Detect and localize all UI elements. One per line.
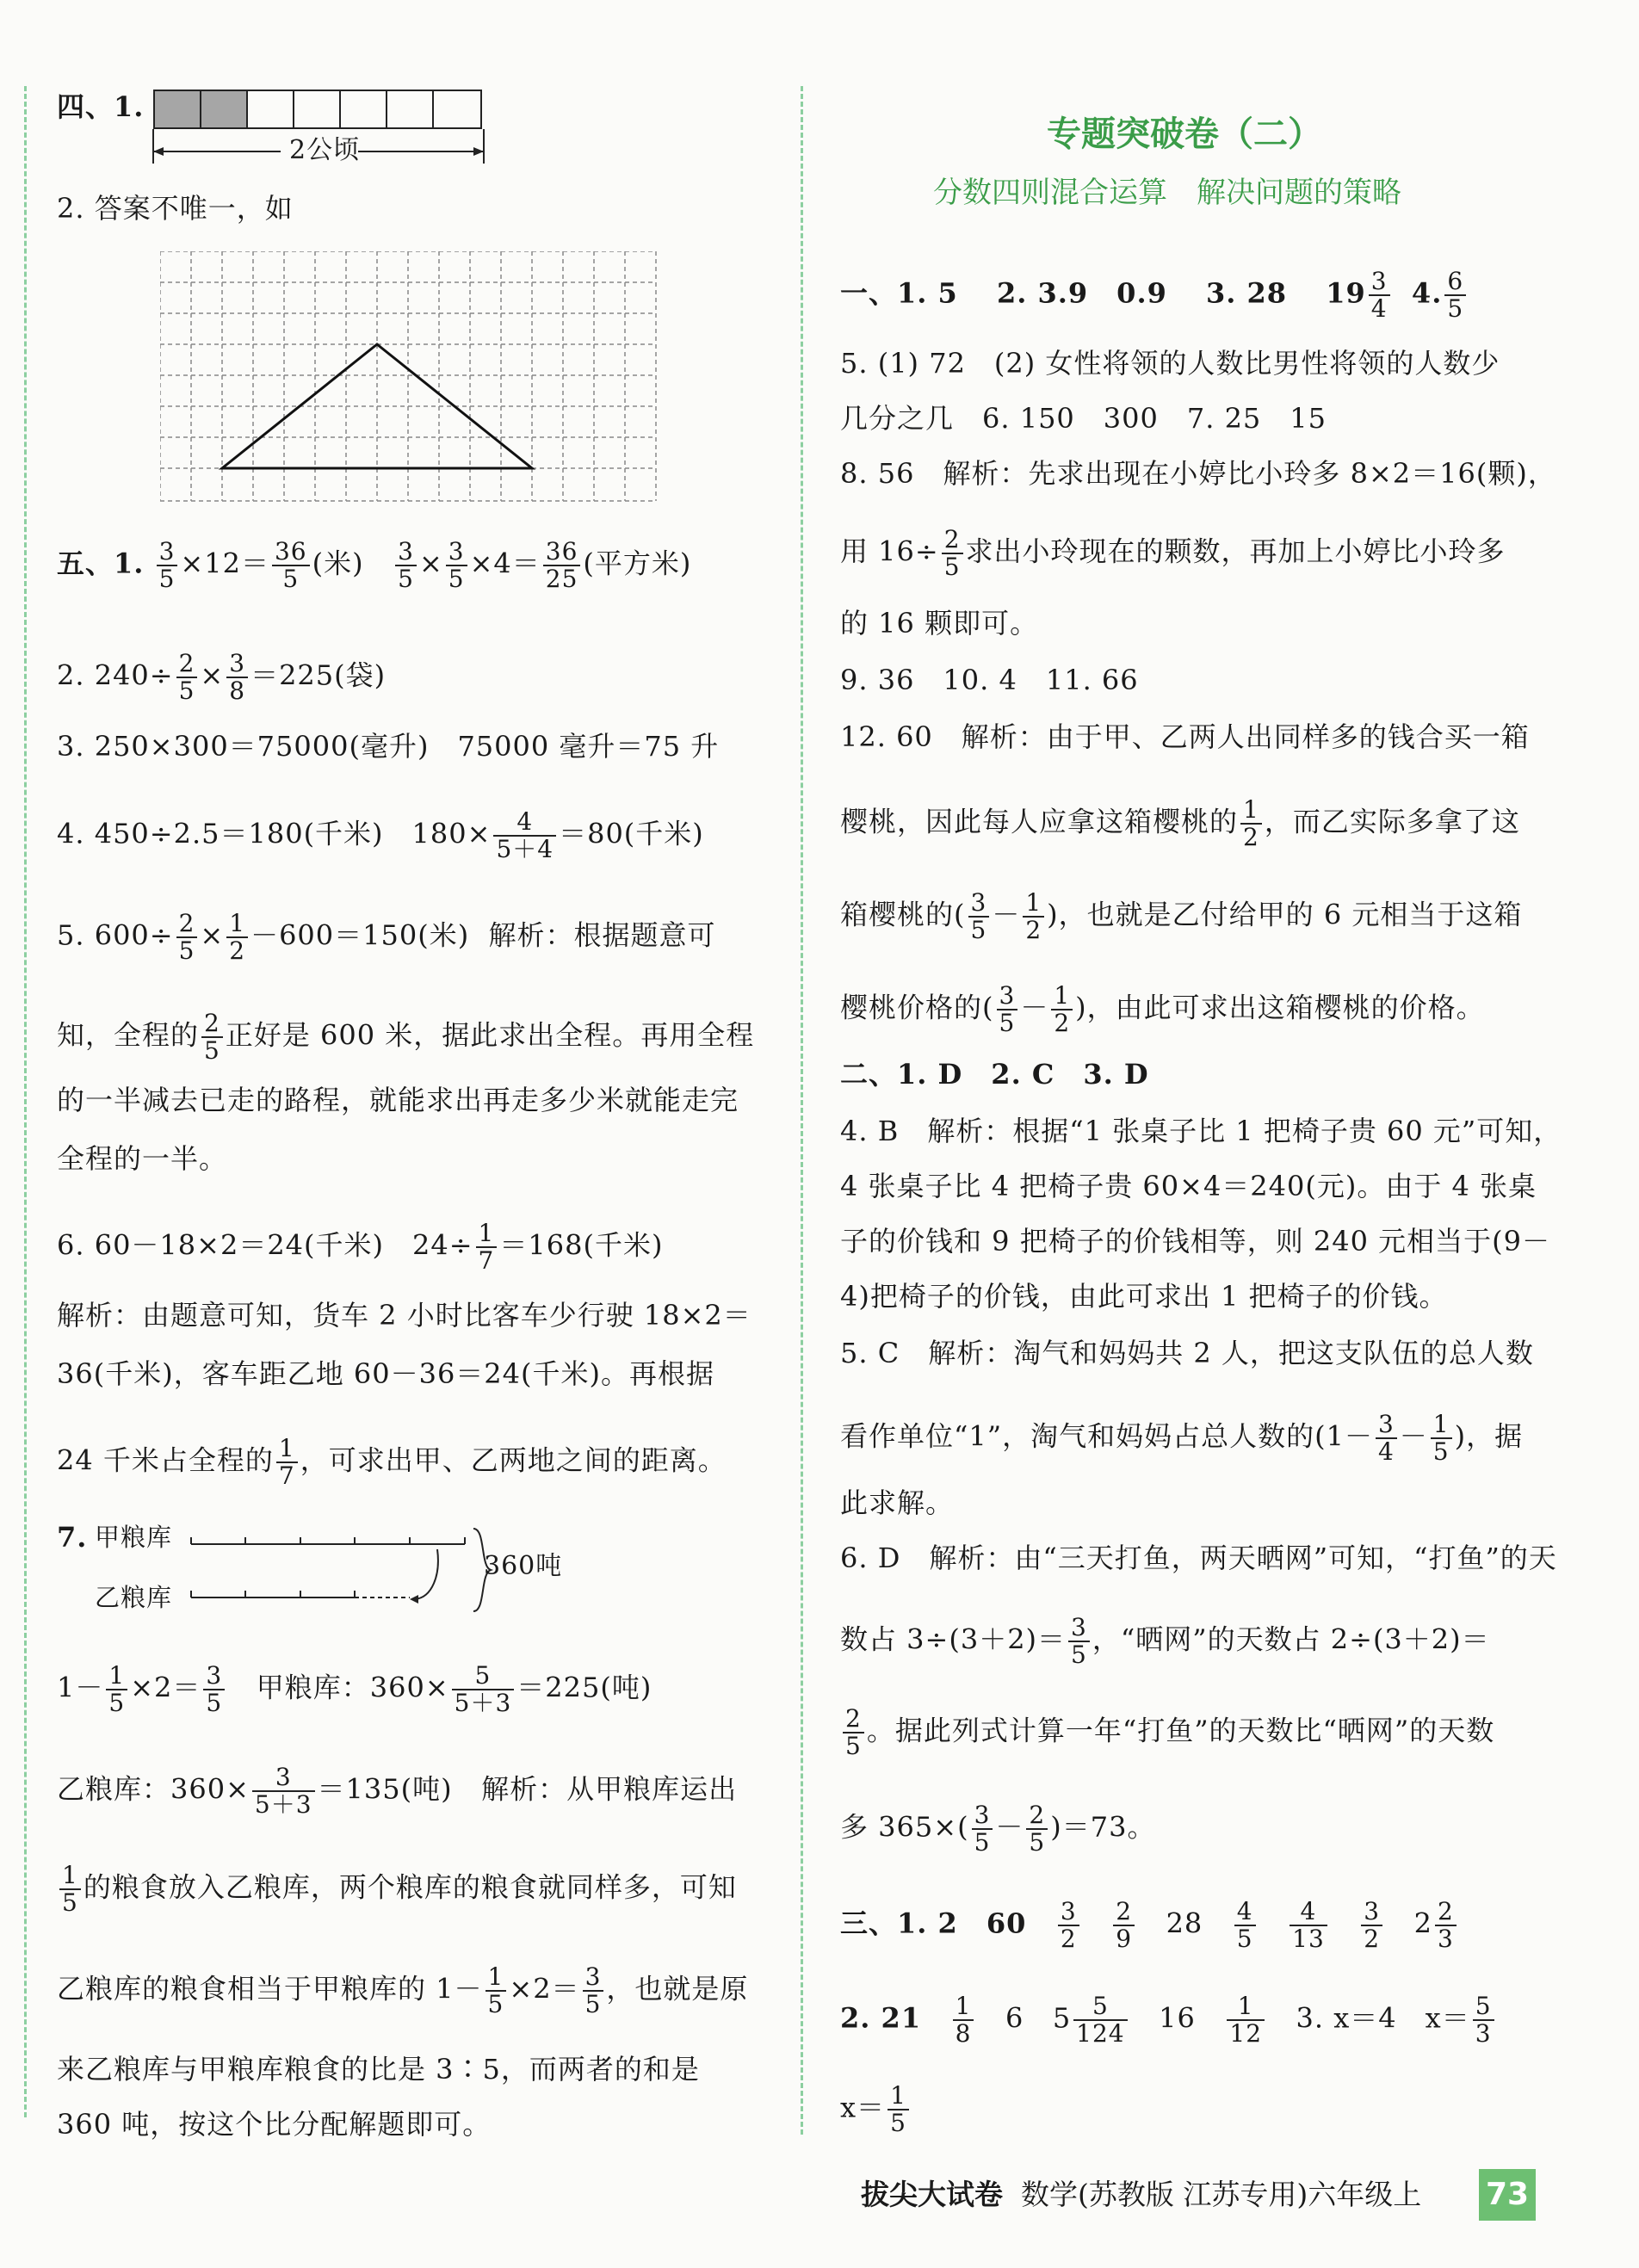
s1-l10a: 箱樱桃的 (840, 898, 955, 931)
s5-q7-label: 7. (57, 1521, 88, 1554)
s5-q7-l1a: 1－ (57, 1671, 104, 1704)
granary-diagram (182, 1523, 527, 1618)
s5-q5-b: －600＝150(米) (250, 918, 470, 952)
binding-line (24, 86, 27, 2117)
s5-q6: 6. 60－18×2＝24(千米) 24÷ (57, 1228, 473, 1262)
s3-l3: x＝ (840, 2091, 886, 2124)
s5-q2: 2. 240÷ (57, 658, 174, 692)
s1-l11a: 樱桃价格的 (840, 991, 983, 1024)
s5-q6-l4a: 24 千米占全程的 (57, 1443, 274, 1477)
s5-q7-l4c: ，也就是原 (606, 1972, 749, 2005)
dimension-label: 2公顷 (289, 135, 361, 165)
s1-l1: 一、1. 5 2. 3.9 0.9 3. 28 19 (840, 276, 1366, 310)
s5-q7-l1b: ×2＝ (130, 1671, 201, 1704)
s5-q5-l2a: 知，全程的 (57, 1018, 200, 1052)
s1-l7: 9. 36 10. 4 11. 66 (840, 664, 1139, 696)
s5-q4: 4. 450÷2.5＝180(千米) 180× (57, 817, 492, 850)
page-title: 专题突破卷（二） (1047, 114, 1322, 154)
s5-q7-l1c: 甲粮库：360× (256, 1671, 449, 1704)
s5-q1-b-unit: (平方米) (583, 547, 692, 580)
s2-l3: 4 张桌子比 4 把椅子贵 60×4＝240(元)。由于 4 张桌 (840, 1170, 1537, 1202)
grid-triangle-figure (160, 251, 658, 503)
s5-q5-l2b: 正好是 600 米，据此求出全程。再用全程 (225, 1018, 755, 1052)
s3-l2b: 3. x＝4 x＝ (1296, 2001, 1470, 2035)
s1-l9a: 樱桃，因此每人应拿这箱樱桃的 (840, 805, 1239, 838)
s1-l1b: 4. (1411, 276, 1443, 310)
s1-l11b: ，由此可求出这箱樱桃的价格。 (1086, 991, 1485, 1024)
s5-q7-l5: 来乙粮库与甲粮库粮食的比是 3∶5，而两者的和是 (57, 2053, 700, 2086)
s1-l2: 5. (1) 72 (2) 女性将领的人数比男性将领的人数少 (840, 347, 1500, 380)
s5-q6-unit: ＝168(千米) (499, 1228, 664, 1262)
s2-l8: 此求解。 (840, 1486, 955, 1519)
s5-q5-l3: 的一半减去已走的路程，就能求出再走多少米就能走完 (57, 1084, 739, 1116)
s2-l6: 5. C 解析：淘气和妈妈共 2 人，把这支队伍的总人数 (840, 1337, 1534, 1369)
s2-l10b: ，“晒网”的天数占 2÷(3＋2)＝ (1092, 1622, 1490, 1656)
footer-brand: 拔尖大试卷 (861, 2178, 1003, 2211)
s5-q7-l1d: ＝225(吨) (516, 1671, 653, 1704)
s5-q4-unit: ＝80(千米) (559, 817, 704, 850)
s5-q7-l4a: 乙粮库的粮食相当于甲粮库的 1－ (57, 1972, 483, 2005)
s2-l9: 6. D 解析：由“三天打鱼，两天晒网”可知，“打鱼”的天 (840, 1542, 1557, 1574)
s5-q2-unit: ＝225(袋) (250, 658, 387, 692)
s4-q1-label: 四、1. (57, 90, 145, 123)
s5-q3: 3. 250×300＝75000(毫升) 75000 毫升＝75 升 (57, 730, 720, 763)
page-subtitle: 分数四则混合运算 解决问题的策略 (933, 176, 1401, 210)
s1-l6: 的 16 颗即可。 (840, 607, 1039, 640)
s1-l9b: ，而乙实际多拿了这 (1264, 805, 1520, 838)
answer-page: 四、1. 2公顷 2. 答案不唯一，如 五、1. $\frac{3}{5}$ ×12＝ $\frac{36}{5}$ (米) $\frac{3}{5}$ × $\frac{3}{5}$ ×4＝ $\frac{36}{25}$ (平方米) 2. 240÷ $\frac{2}{5}$ × $\frac{3}{8}$ ＝225(袋) 3. 250×300＝75000(毫升) 75000 毫升＝75 升 4. 450÷2.5＝180(千米) 180× $\frac{4}{5+4}$ ＝80(千米) 5. 600÷ $\frac{2}{5}$ × $\frac{1}{2}$ －600＝150(米) 解析：根据题意可 知，全程的 $\frac{2}{5}$ 正好是 600 米，据此求出全程。再用全程 的一半减去已走的路程，就能求出再走多少米就能走完 全程的一半。 6. 60－18×2＝24(千米) 24÷ $\frac{1}{7}$ ＝168(千米) 解析：由题意可知，货车 2 小时比客车少行驶 18×2＝ 36(千米)，客车距乙地 60－36＝24(千米)。再根据 24 千米占全程的 $\frac{1}{7}$ ，可求出甲、乙两地之间的距离。 7. 甲粮库 乙粮库 360吨 1－ $\frac{1}{5}$ ×2＝ $\frac{3}{5}$ 甲粮库：360× $\frac{5}{5+3}$ ＝225(吨) 乙粮库：360× $\frac{3}{5+3}$ ＝135(吨) 解析：从甲粮库运出 $\frac{1}{5}$ 的粮食放入乙粮库，两个粮库的粮食就同样多，可知 乙粮库的粮食相当于甲粮库的 1－ $\frac{1}{5}$ ×2＝ $\frac{3}{5}$ ，也就是原 来乙粮库与甲粮库粮食的比是 3∶5，而两者的和是 360 吨，按这个比分配解题即可。 专题突破卷（二） 分数四则混合运算 解决问题的策略 一、1. 5 2. 3.9 0.9 3. 28 19 $\frac{3}{4}$ 4. $\frac{6}{5}$ 5. (1) 72 (2) 女性将领的人数比男性将领的人数少 几分之几 6. 150 300 7. 25 15 8. 56 解析：先求出现在小婷比小玲多 8×2＝16(颗)， 用 16÷ $\frac{2}{5}$ 求出小玲现在的颗数，再加上小婷比小玲多 的 16 颗即可。 9. 36 10. 4 11. 66 12. 60 解析：由于甲、乙两人出同样多的钱合买一箱 樱桃，因此每人应拿这箱樱桃的 $\frac{1}{2}$ ，而乙实际多拿了这 箱樱桃的( $\frac{3}{5}$ － $\frac{1}{2}$ )，也就是乙付给甲的 6 元相当于这箱 樱桃价格的( $\frac{3}{5}$ － $\frac{1}{2}$ )，由此可求出这箱樱桃的价格。 二、1. D 2. C 3. D 4. B 解析：根据“1 张桌子比 1 把椅子贵 60 元”可知， 4 张桌子比 4 把椅子贵 60×4＝240(元)。由于 4 张桌 子的价钱和 9 把椅子的价钱相等，则 240 元相当于(9－ 4)把椅子的价钱，由此可求出 1 把椅子的价钱。 5. C 解析：淘气和妈妈共 2 人，把这支队伍的总人数 看作单位“1”，淘气和妈妈占总人数的(1－ $\frac{3}{4}$ － $\frac{1}{5}$ )，据 此求解。 6. D 解析：由“三天打鱼，两天晒网”可知，“打鱼”的天 数占 3÷(3＋2)＝ $\frac{3}{5}$ ，“晒网”的天数占 2÷(3＋2)＝ $\frac{2}{5}$ 。据此列式计算一年“打鱼”的天数比“晒网”的天数 多 365×( $\frac{3}{5}$ － $\frac{2}{5}$ )＝73。 三、1. 2 60 $\frac{3}{2}$ $\frac{2}{9}$ 28 $\frac{4}{5}$ $\frac{4}{13}$ $\frac{3}{2}$ 2 $\frac{2}{3}$ 2. 21 $\frac{1}{8}$ 6 5 $\frac{5}{124}$ 16 $\frac{1}{12}$ 3. x＝4 x＝ $\frac{5}{3}$ x＝ $\frac{1}{5}$ 拔尖大试卷 数学(苏教版 江苏专用)六年级上 73 (0, 0, 1639, 2268)
s5-q6-l3: 36(千米)，客车距乙地 60－36＝24(千米)。再根据 (57, 1357, 714, 1390)
s5-q6-l4b: ，可求出甲、乙两地之间的距离。 (300, 1443, 727, 1477)
footer (861, 2176, 1421, 2214)
s2-l7a: 看作单位“1”，淘气和妈妈占总人数的 (840, 1419, 1315, 1453)
s5-q7-l2b: ＝135(吨) (317, 1772, 453, 1806)
s2-l4: 子的价钱和 9 把椅子的价钱相等，则 240 元相当于(9－ (840, 1225, 1550, 1258)
s1-l10b: ，也就是乙付给甲的 6 元相当于这箱 (1058, 898, 1523, 931)
s2-l12a: 多 365× (840, 1810, 958, 1844)
s3-l1: 三、1. 2 60 (840, 1906, 1027, 1940)
s5-q7-l6: 360 吨，按这个比分配解题即可。 (57, 2108, 492, 2141)
s5-q7-l2a: 乙粮库：360× (57, 1772, 250, 1806)
s5-q5-l4: 全程的一半。 (57, 1142, 228, 1175)
s5-q7-jia: 甲粮库 (95, 1523, 173, 1552)
s2-l10a: 数占 3÷(3＋2)＝ (840, 1622, 1067, 1656)
s2-l7b: ，据 (1466, 1419, 1524, 1453)
area-bar (153, 90, 482, 129)
s5-q1-a-unit: (米) (312, 547, 364, 580)
s1-l3: 几分之几 6. 150 300 7. 25 15 (840, 402, 1327, 435)
s5-q7-yi: 乙粮库 (95, 1583, 173, 1612)
s2-l2: 4. B 解析：根据“1 张桌子比 1 把椅子贵 60 元”可知， (840, 1115, 1562, 1147)
footer-desc: 数学(苏教版 江苏专用)六年级上 (1020, 2178, 1422, 2211)
s5-q5-a: 5. 600÷ (57, 918, 174, 952)
s5-q1-a: ×12＝ (180, 547, 269, 580)
s5-q7-l2c: 解析：从甲粮库运出 (481, 1772, 738, 1806)
s2-l5: 4)把椅子的价钱，由此可求出 1 把椅子的价钱。 (840, 1280, 1448, 1313)
column-divider (801, 86, 803, 2135)
s2-l11: 。据此列式计算一年“打鱼”的天数比“晒网”的天数 (866, 1714, 1495, 1747)
s5-q5-c: 解析：根据题意可 (488, 918, 716, 952)
s1-l5b: 求出小玲现在的颗数，再加上小婷比小玲多 (965, 535, 1506, 568)
s5-q7-total: 360吨 (484, 1551, 563, 1581)
s1-l4: 8. 56 解析：先求出现在小婷比小玲多 8×2＝16(颗)， (840, 457, 1556, 490)
s1-l8: 12. 60 解析：由于甲、乙两人出同样多的钱合买一箱 (840, 720, 1530, 753)
s1-l5a: 用 16÷ (840, 535, 939, 568)
s5-q7-l3: 的粮食放入乙粮库，两个粮库的粮食就同样多，可知 (83, 1870, 737, 1904)
s3-l2: 2. 21 (840, 2001, 922, 2035)
s2-l12b: ＝73。 (1061, 1810, 1156, 1844)
s5-q6-l2: 解析：由题意可知，货车 2 小时比客车少行驶 18×2＝ (57, 1299, 751, 1332)
s2-l1: 二、1. D 2. C 3. D (840, 1058, 1149, 1091)
s5-q7-l4b: ×2＝ (509, 1972, 580, 2005)
s5-q1-prefix: 五、1. (57, 547, 145, 580)
s4-q2: 2. 答案不唯一，如 (57, 192, 294, 225)
page-number: 73 (1479, 2169, 1536, 2221)
